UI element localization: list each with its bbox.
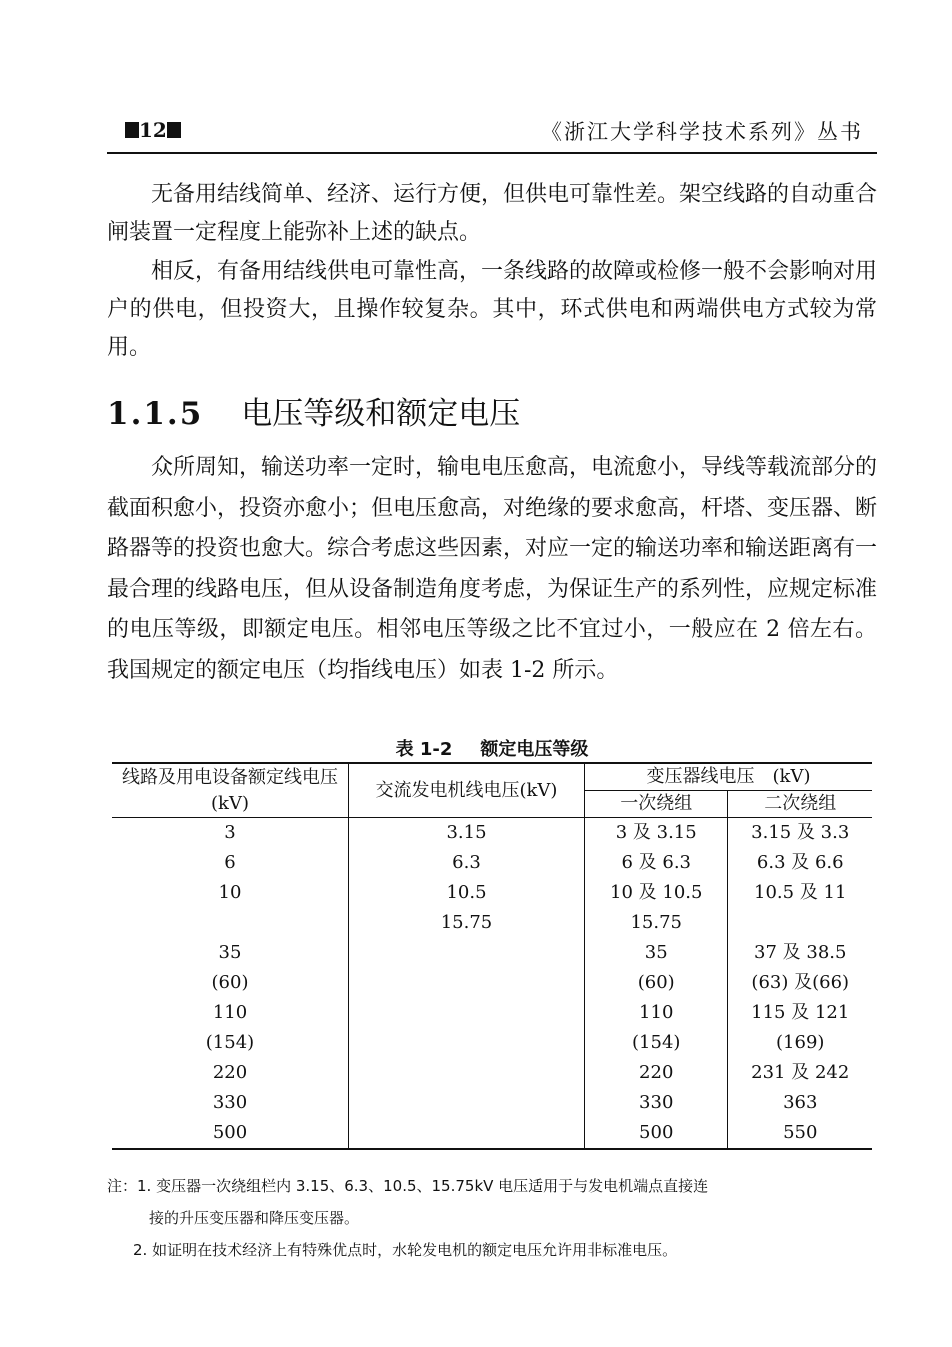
paragraph-voltage-levels: 众所周知，输送功率一定时，输电电压愈高，电流愈小，导线等载流部分的截面积愈小，投资亦愈小；但电压愈高，对绝缘的要求愈高，杆塔、变压器、断路器等的投资也愈大。综合考虑这些因素，对应一定的输送功率和输送距离有一最合理的线路电压，但从设备制造角度考虑，为保证生产的系列性，应规定标准的电压等级，即额定电压。相邻电压等级之比不宜过小，一般应在 2 倍左右。我国规定的额定电压（均指线电压）如表 1-2 所示。: [107, 455, 878, 683]
cell-secondary: [728, 908, 872, 938]
cell-generator: [348, 1028, 584, 1058]
table-row: [112, 998, 872, 1028]
header-primary-winding: 一次绕组: [584, 791, 728, 818]
table-row: [112, 878, 872, 908]
cell-primary: 6 及 6.3: [584, 848, 728, 878]
cell-secondary: 231 及 242: [728, 1058, 872, 1088]
section-number: 1.1.5: [107, 396, 204, 432]
rated-voltage-table: [112, 762, 872, 1150]
cell-line: 10: [218, 882, 242, 903]
table-title: 额定电压等级: [480, 739, 589, 760]
page-number-left-block: [125, 122, 139, 138]
cell-secondary: 550: [728, 1118, 872, 1149]
cell-line: [112, 908, 348, 938]
table-row: [112, 1058, 872, 1088]
cell-secondary: 37 及 38.5: [728, 938, 872, 968]
table-notes: [107, 1170, 877, 1266]
cell-secondary: 115 及 121: [728, 998, 872, 1028]
cell-secondary: (169): [728, 1028, 872, 1058]
section-title: 电压等级和额定电压: [241, 396, 521, 432]
cell-secondary: 6.3 及 6.6: [728, 848, 872, 878]
table-caption: [107, 735, 877, 761]
cell-secondary: 363: [728, 1088, 872, 1118]
cell-primary: 330: [584, 1088, 728, 1118]
cell-primary: 35: [584, 938, 728, 968]
header-secondary-winding: 二次绕组: [728, 791, 872, 818]
table-row: [112, 1118, 872, 1149]
cell-generator: 6.3: [348, 848, 584, 878]
header-line-voltage: 线路及用电设备额定线电压(kV): [112, 763, 348, 818]
page-number-right-block: [167, 122, 181, 138]
cell-primary: 110: [584, 998, 728, 1028]
cell-line: 3: [224, 822, 236, 843]
table-row: [112, 818, 872, 849]
cell-primary: 500: [584, 1118, 728, 1149]
cell-line: 500: [112, 1118, 348, 1149]
table-row: [112, 968, 872, 998]
header-transformer-voltage: 变压器线电压 (kV): [584, 763, 872, 791]
paragraph-with-backup: 相反，有备用结线供电可靠性高，一条线路的故障或检修一般不会影响对用户的供电，但投资大，且操作较复杂。其中，环式供电和两端供电方式较为常用。: [107, 259, 878, 360]
table-number: 表 1-2: [395, 739, 453, 760]
cell-line: 35: [218, 942, 242, 963]
cell-generator: [348, 1088, 584, 1118]
cell-secondary: 3.15 及 3.3: [728, 818, 872, 849]
cell-primary: 220: [584, 1058, 728, 1088]
page-number-text: 12: [139, 118, 167, 142]
cell-generator: [348, 938, 584, 968]
paragraph-no-backup: 无备用结线简单、经济、运行方便，但供电可靠性差。架空线路的自动重合闸装置一定程度上能弥补上述的缺点。: [107, 182, 878, 245]
cell-generator: [348, 1118, 584, 1149]
cell-secondary: 10.5 及 11: [728, 878, 872, 908]
note-1-line-1: 注：1. 变压器一次绕组栏内 3.15、6.3、10.5、15.75kV 电压适用于与发电机端点直接连: [107, 1177, 709, 1195]
cell-line: 330: [212, 1092, 248, 1113]
series-title: 《浙江大学科学技术系列》丛书: [541, 120, 863, 144]
cell-primary: 10 及 10.5: [584, 878, 728, 908]
section-heading: [107, 388, 520, 433]
cell-primary: (60): [584, 968, 728, 998]
cell-line: (60): [211, 972, 249, 993]
cell-line: (154): [205, 1032, 255, 1053]
table-row: [112, 848, 872, 878]
table-row: [112, 938, 872, 968]
table-row: [112, 908, 872, 938]
table-row: [112, 1088, 872, 1118]
note-1-line-2: 接的升压变压器和降压变压器。: [149, 1209, 360, 1227]
cell-line: 110: [212, 1002, 248, 1023]
page-header: [107, 108, 877, 154]
table-row: [112, 1028, 872, 1058]
cell-primary: 3 及 3.15: [584, 818, 728, 849]
cell-generator: [348, 968, 584, 998]
page-number: [125, 118, 181, 142]
cell-line: 6: [224, 852, 236, 873]
cell-primary: 15.75: [584, 908, 728, 938]
note-2: 2. 如证明在技术经济上有特殊优点时，水轮发电机的额定电压允许用非标准电压。: [133, 1241, 678, 1259]
cell-secondary: (63) 及(66): [728, 968, 872, 998]
cell-generator: [348, 998, 584, 1028]
header-generator-voltage: 交流发电机线电压(kV): [348, 763, 584, 818]
cell-generator: 3.15: [348, 818, 584, 849]
cell-generator: 10.5: [348, 878, 584, 908]
cell-generator: 15.75: [348, 908, 584, 938]
cell-generator: [348, 1058, 584, 1088]
cell-primary: (154): [584, 1028, 728, 1058]
cell-line: 220: [212, 1062, 248, 1083]
